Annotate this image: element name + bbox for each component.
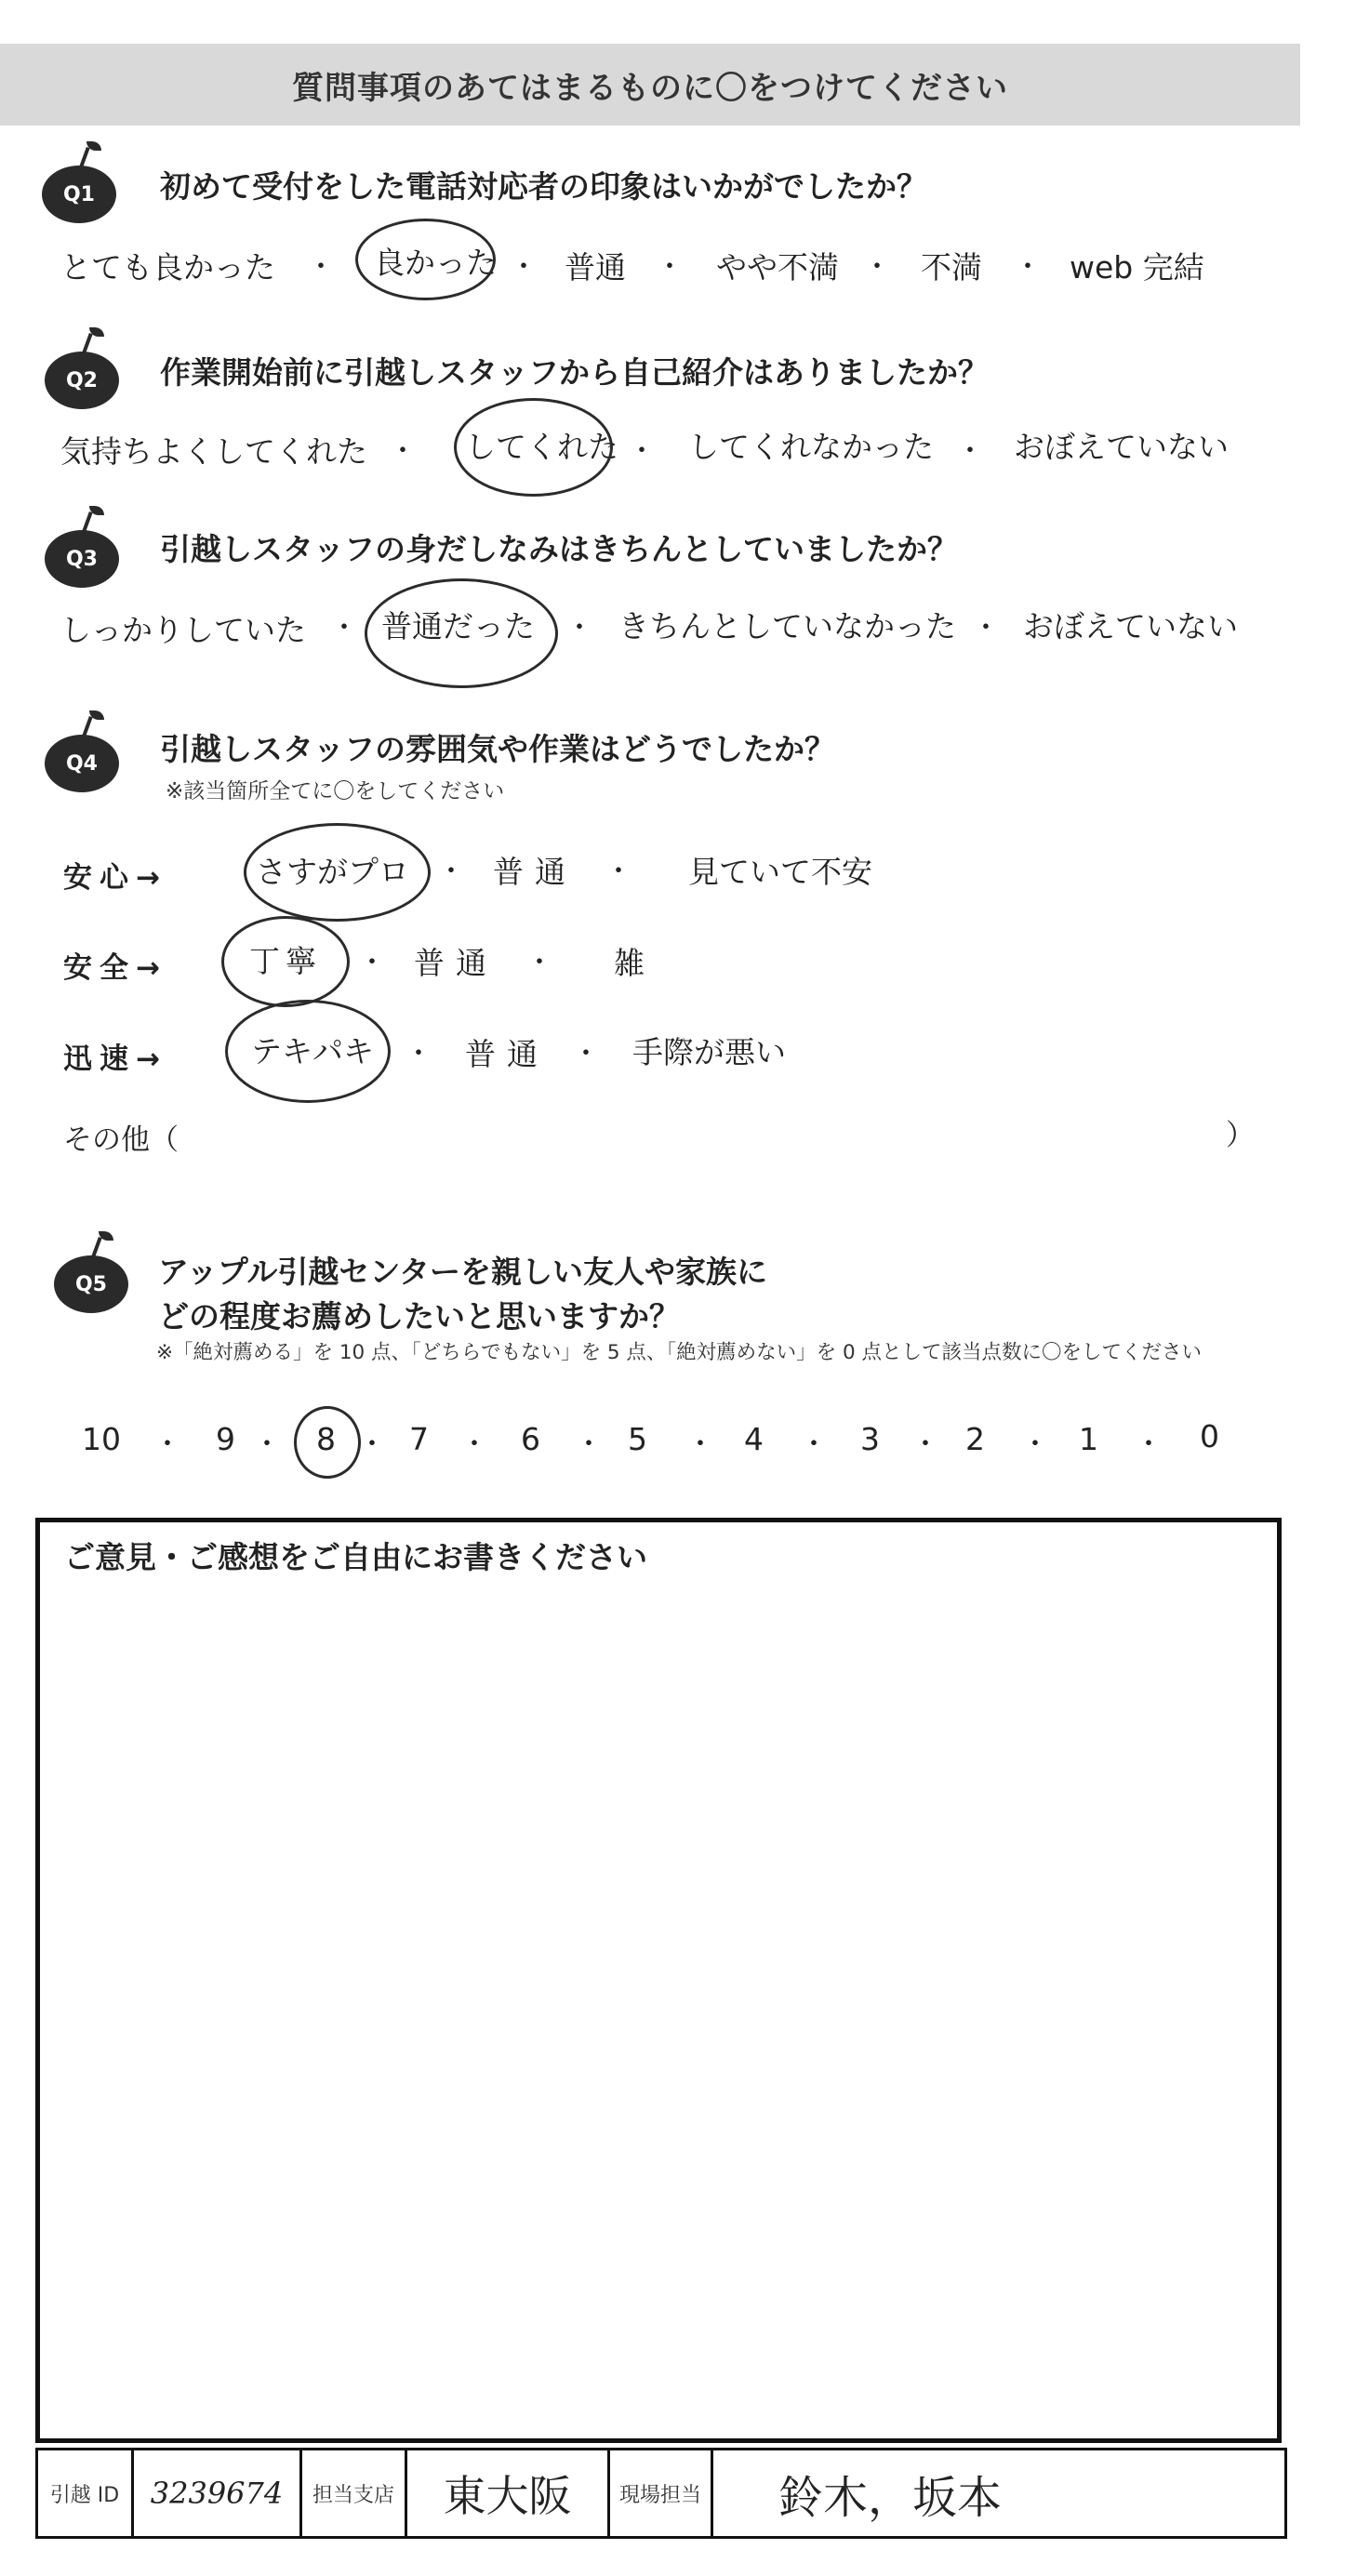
q4-question: 引越しスタッフの雰囲気や作業はどうでしたか？ [160,731,835,767]
page-title: 質問事項のあてはまるものに〇をつけてください [292,69,1008,107]
q1-selected-circle [355,219,496,300]
move-id-value-cell[interactable] [134,2450,302,2536]
q4-row-1-label: 安心→ [63,861,167,895]
q5-score-9[interactable]: 9 [216,1421,235,1457]
q2-question: 作業開始前に引越しスタッフから自己紹介はありましたか？ [160,354,989,391]
q5-question-line1: アップル引越センターを親しい友人や家族に [158,1254,768,1290]
q1-option-6[interactable]: web 完結 [1070,249,1204,285]
comments-box[interactable] [35,1518,1282,2443]
q5-score-0[interactable]: 0 [1200,1418,1219,1454]
q3-question: 引越しスタッフの身だしなみはきちんとしていましたか？ [160,531,958,567]
footer-table [35,2448,1287,2539]
arrow-right-icon: → [136,951,167,985]
branch-value-cell[interactable] [407,2450,610,2536]
q4-row-3-option-1[interactable]: テキパキ [251,1033,374,1069]
staff-value[interactable]: 鈴木，坂本 [778,2471,1003,2524]
q3-option-3[interactable]: きちんとしていなかった [618,608,956,644]
arrow-right-icon: → [136,861,167,895]
branch-label-cell [302,2450,407,2536]
q4-note: ※該当箇所全てに〇をしてください [166,779,505,803]
q2-selected-circle [454,398,613,497]
branch-value[interactable]: 東大阪 [443,2471,572,2521]
q4-row-3-option-2[interactable]: 普通 [465,1036,549,1072]
q5-selected-circle [294,1406,361,1479]
q4-row-3-label: 迅速→ [63,1042,167,1076]
staff-value-cell[interactable] [713,2450,1284,2536]
comments-title: ご意見・ご感想をご自由にお書きください [64,1539,647,1575]
q1-option-2[interactable]: 良かった [374,245,497,281]
q3-selected-circle [365,578,558,688]
q4-row-1-selected-circle [244,823,431,922]
q1-option-4[interactable]: やや不満 [716,249,839,285]
q3-option-1[interactable]: しっかりしていた [60,612,306,648]
q3-option-2[interactable]: 普通だった [381,608,535,644]
q1-badge-apple-icon: Q1 [42,166,116,223]
q5-question-line2: どの程度お薦めしたいと思いますか？ [158,1298,680,1334]
q5-score-6[interactable]: 6 [521,1421,540,1457]
q4-row-1-option-3[interactable]: 見ていて不安 [688,854,872,890]
q4-row-3-selected-circle [225,1000,391,1103]
q5-score-3[interactable]: 3 [860,1421,880,1457]
q4-row-1-option-2[interactable]: 普通 [493,854,577,890]
q1-option-3[interactable]: 普通 [565,249,626,285]
q5-score-8[interactable]: 8 [316,1421,336,1457]
q5-score-2[interactable]: 2 [965,1421,985,1457]
q4-row-2-option-3[interactable]: 雑 [614,945,645,981]
q4-badge-apple-icon: Q4 [45,735,119,792]
move-id-label-cell [38,2450,134,2536]
branch-label: 担当支店 [312,2483,394,2507]
q1-option-1[interactable]: とても良かった [60,249,275,285]
q5-score-5[interactable]: 5 [628,1421,647,1457]
arrow-right-icon: → [136,1042,167,1076]
q4-other-close: ） [1226,1119,1255,1152]
q2-option-4[interactable]: おぼえていない [1014,429,1229,465]
q4-row-2-selected-circle [221,916,350,1007]
q5-score-7[interactable]: 7 [409,1421,429,1457]
page-header [0,44,1300,126]
staff-label: 現場担当 [618,2483,701,2507]
q4-row-3-option-3[interactable]: 手際が悪い [632,1034,786,1070]
q2-badge-apple-icon: Q2 [45,352,119,409]
q4-row-2-option-1[interactable]: 丁寧 [249,943,322,979]
q2-option-3[interactable]: してくれなかった [688,429,934,465]
q5-score-4[interactable]: 4 [744,1421,764,1457]
q2-option-1[interactable]: 気持ちよくしてくれた [60,433,367,470]
q5-score-1[interactable]: 1 [1079,1421,1098,1457]
q2-option-2[interactable]: してくれた [465,429,618,465]
q1-option-5[interactable]: 不満 [921,249,982,285]
q5-badge-apple-icon: Q5 [54,1255,128,1313]
q4-row-2-option-2[interactable]: 普通 [414,945,498,981]
q1-question: 初めて受付をした電話対応者の印象はいかがでしたか？ [160,168,927,205]
q3-option-4[interactable]: おぼえていない [1023,608,1238,644]
move-id-value[interactable]: 3239674 [150,2476,284,2511]
q5-note: ※「絶対薦める」を 10 点、「どちらでもない」を 5 点、「絶対薦めない」を 0 点として該当点数に〇をしてください [156,1341,1203,1364]
staff-label-cell [610,2450,713,2536]
q4-other-label: その他（ [63,1123,179,1157]
move-id-label: 引越 ID [49,2483,120,2507]
q5-score-10[interactable]: 10 [82,1421,121,1457]
q4-row-2-label: 安全→ [63,951,167,985]
q3-badge-apple-icon: Q3 [45,530,119,588]
q4-row-1-option-1[interactable]: さすがプロ [256,854,409,890]
